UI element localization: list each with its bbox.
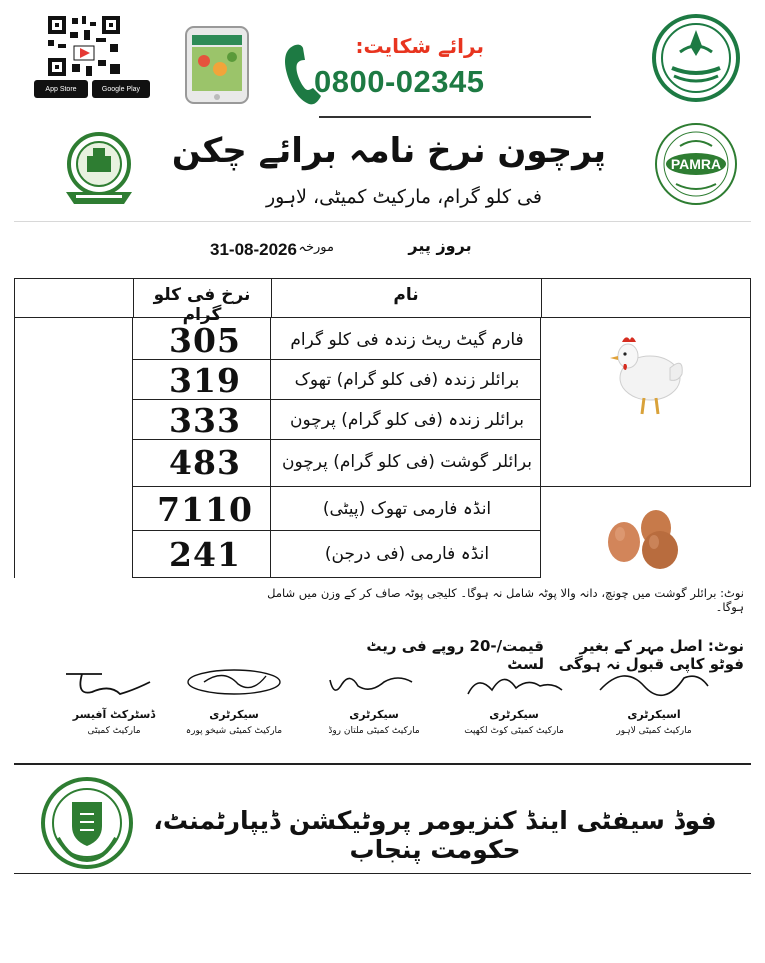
header-divider (319, 116, 591, 118)
name-column-header: نام (393, 285, 419, 305)
footer-divider-top (14, 763, 751, 765)
header-banner (14, 0, 751, 222)
signature-subtitle: مارکیٹ کمیٹی (87, 726, 141, 736)
table-row-price: 319 (169, 361, 241, 400)
authenticity-note: نوٹ: اصل مہر کے بغیر فوٹو کاپی قبول نہ ہوگی (558, 637, 744, 673)
table-row-name: انڈہ فارمی (فی درجن) (324, 544, 490, 564)
signature-title: ڈسٹرکٹ آفیسر (72, 708, 156, 721)
table-row-price: 7110 (157, 490, 253, 529)
eggs-icon (600, 508, 692, 570)
page-subtitle: فی کلو گرام، مارکیٹ کمیٹی، لاہور (266, 186, 542, 208)
signature-icon (594, 660, 714, 704)
mobile-app-phone-icon (182, 25, 252, 105)
qr-code-icon (44, 14, 124, 78)
table-row-name: برائلر گوشت (فی کلو گرام) پرچون (281, 452, 533, 472)
signature-title: سیکرٹری (349, 708, 399, 721)
punjab-government-logo (650, 12, 742, 104)
signature-subtitle: مارکیٹ کمیٹی شیخو پورہ (185, 726, 283, 736)
table-row-name: فارم گیٹ ریٹ زندہ فی کلو گرام (290, 330, 524, 350)
signature-subtitle: مارکیٹ کمیٹی ملتان روڈ (328, 726, 420, 736)
signature-icon (314, 660, 434, 704)
google-play-badge[interactable]: Google Play (92, 80, 150, 98)
signature-title: اسیکرٹری (627, 708, 681, 721)
page-title: پرچون نرخ نامہ برائے چکن (171, 131, 607, 171)
app-store-badge[interactable]: App Store (34, 80, 88, 98)
signature-block (594, 660, 714, 750)
signature-icon (174, 660, 294, 704)
table-header (14, 278, 751, 325)
price-column-header: نرخ فی کلو گرام (153, 285, 251, 325)
signature-icon (454, 660, 574, 704)
food-safety-department-logo (40, 776, 134, 870)
date-value: 31-08-2026 (210, 240, 297, 259)
table-row-name: برائلر زندہ (فی کلو گرام) تھوک (294, 370, 520, 390)
complaint-label: برائے شکایت: (355, 34, 484, 58)
pamra-logo-text: PAMRA (670, 156, 722, 172)
signature-subtitle: مارکیٹ کمیٹی لاہور (616, 726, 692, 736)
day-label: بروز پیر (408, 236, 472, 255)
table-row-price: 333 (169, 401, 241, 440)
signature-block (314, 660, 434, 750)
market-committee-logo (58, 128, 140, 210)
date-prefix: مورخہ (298, 240, 334, 255)
signature-icon (54, 660, 174, 704)
signature-title: سیکرٹری (489, 708, 539, 721)
helpline-number: 0800-02345 (314, 64, 485, 99)
signature-title: سیکرٹری (209, 708, 259, 721)
table-row-name: برائلر زندہ (فی کلو گرام) پرچون (289, 410, 525, 430)
signature-block (54, 660, 174, 750)
pamra-logo (654, 122, 738, 206)
footer-divider-bottom (14, 873, 751, 874)
list-price-note: قیمت/-20 روپے فی ریٹ لسٹ (366, 637, 544, 673)
signature-subtitle: مارکیٹ کمیٹی کوٹ لکھپت (464, 726, 564, 736)
signature-block (174, 660, 294, 750)
note-text: نوٹ: برائلر گوشت میں چونچ، دانہ والا پوٹہ شامل نہ ہوگا۔ کلیجی پوٹہ صاف کر کے وزن میں شامل ہوگا۔ (267, 586, 744, 614)
table-row-price: 305 (169, 321, 241, 360)
signature-block (454, 660, 574, 750)
table-row-price: 483 (169, 443, 241, 482)
table-row-price: 241 (169, 535, 241, 574)
signature-section (14, 615, 751, 765)
table-row-name: انڈہ فارمی تھوک (پیٹی) (322, 499, 492, 519)
chicken-icon (598, 326, 690, 418)
department-name: فوڈ سیفٹی اینڈ کنزیومر پروٹیکشن ڈیپارٹمنٹ، حکومت پنجاب (153, 806, 717, 864)
